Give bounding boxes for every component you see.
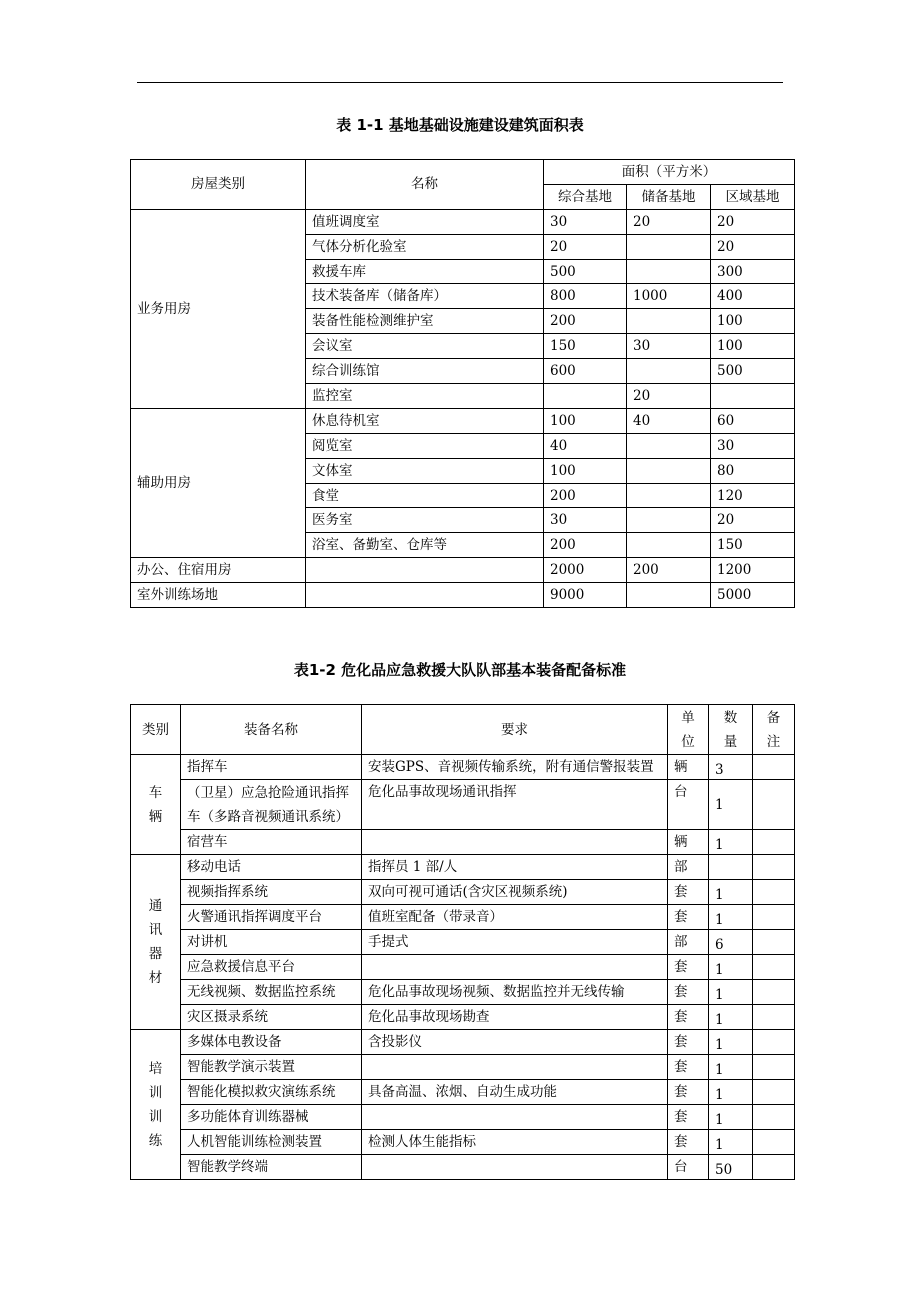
equipment-requirement: 危化品事故现场勘查: [362, 1005, 668, 1030]
equipment-quantity: 1: [709, 955, 753, 980]
equipment-unit: 套: [668, 980, 709, 1005]
equipment-requirement: 具备高温、浓烟、自动生成功能: [362, 1080, 668, 1105]
header-quantity: 数量: [709, 705, 753, 755]
equipment-name: 智能教学演示装置: [181, 1055, 362, 1080]
room-category: 辅助用房: [131, 408, 306, 557]
area-regional: 5000: [711, 583, 795, 608]
header-regional-base: 区域基地: [711, 184, 795, 209]
header-room-category: 房屋类别: [131, 160, 306, 210]
table2-header-row: [131, 705, 795, 755]
area-reserve: [627, 234, 711, 259]
equipment-requirement: 含投影仪: [362, 1030, 668, 1055]
room-name: 装备性能检测维护室: [306, 309, 544, 334]
equipment-unit: 套: [668, 1005, 709, 1030]
area-comprehensive: 100: [544, 408, 627, 433]
equipment-name: 智能化模拟救灾演练系统: [181, 1080, 362, 1105]
room-name: 值班调度室: [306, 209, 544, 234]
equipment-requirement: 指挥员 1 部/人: [362, 855, 668, 880]
room-name: 休息待机室: [306, 408, 544, 433]
table-row: [131, 1030, 795, 1055]
area-comprehensive: 600: [544, 359, 627, 384]
room-name: 会议室: [306, 334, 544, 359]
equipment-note: [753, 1080, 795, 1105]
area-comprehensive: 30: [544, 508, 627, 533]
equipment-name: 视频指挥系统: [181, 880, 362, 905]
equipment-requirement: 危化品事故现场视频、数据监控并无线传输: [362, 980, 668, 1005]
equipment-name: （卫星）应急抢险通讯指挥车（多路音视频通讯系统）: [181, 780, 362, 830]
equipment-unit: 套: [668, 1030, 709, 1055]
equipment-requirement: 双向可视可通话(含灾区视频系统): [362, 880, 668, 905]
equipment-name: 宿营车: [181, 830, 362, 855]
header-comprehensive-base: 综合基地: [544, 184, 627, 209]
header-rule: [137, 82, 783, 83]
equipment-requirement: 危化品事故现场通讯指挥: [362, 780, 668, 830]
room-name: 浴室、备勤室、仓库等: [306, 533, 544, 558]
area-reserve: [627, 433, 711, 458]
equipment-quantity: 1: [709, 880, 753, 905]
area-regional: 400: [711, 284, 795, 309]
table-row: [131, 955, 795, 980]
room-category: 室外训练场地: [131, 583, 306, 608]
room-name: 食堂: [306, 483, 544, 508]
area-regional: 500: [711, 359, 795, 384]
table-row: [131, 930, 795, 955]
equipment-note: [753, 1030, 795, 1055]
table-row: [131, 1055, 795, 1080]
equipment-name: 对讲机: [181, 930, 362, 955]
area-regional: 150: [711, 533, 795, 558]
header-requirement: 要求: [362, 705, 668, 755]
header-reserve-base: 储备基地: [627, 184, 711, 209]
equipment-note: [753, 905, 795, 930]
area-reserve: 200: [627, 558, 711, 583]
equipment-category: 车辆: [131, 755, 181, 855]
equipment-note: [753, 1055, 795, 1080]
equipment-unit: 部: [668, 855, 709, 880]
equipment-unit: 辆: [668, 755, 709, 780]
equipment-name: 多媒体电教设备: [181, 1030, 362, 1055]
equipment-requirement: [362, 1155, 668, 1180]
equipment-quantity: 1: [709, 830, 753, 855]
header-category: 类别: [131, 705, 181, 755]
area-reserve: [627, 359, 711, 384]
table1-header-row: [131, 160, 795, 185]
area-reserve: 20: [627, 384, 711, 409]
table-row: [131, 1080, 795, 1105]
table-row: [131, 980, 795, 1005]
equipment-unit: 套: [668, 905, 709, 930]
equipment-quantity: 1: [709, 980, 753, 1005]
area-comprehensive: 9000: [544, 583, 627, 608]
equipment-requirement: [362, 955, 668, 980]
equipment-quantity: 6: [709, 930, 753, 955]
equipment-note: [753, 755, 795, 780]
equipment-name: 灾区摄录系统: [181, 1005, 362, 1030]
equipment-requirement: 手提式: [362, 930, 668, 955]
area-regional: 20: [711, 209, 795, 234]
area-reserve: [627, 259, 711, 284]
equipment-note: [753, 880, 795, 905]
equipment-unit: 套: [668, 1080, 709, 1105]
equipment-note: [753, 780, 795, 830]
area-regional: 60: [711, 408, 795, 433]
area-regional: [711, 384, 795, 409]
area-comprehensive: [544, 384, 627, 409]
equipment-requirement: [362, 830, 668, 855]
table-row: [131, 755, 795, 780]
area-comprehensive: 200: [544, 309, 627, 334]
table-row: [131, 905, 795, 930]
equipment-unit: 辆: [668, 830, 709, 855]
equipment-quantity: [709, 855, 753, 880]
room-name: 综合训练馆: [306, 359, 544, 384]
equipment-quantity: 1: [709, 1055, 753, 1080]
equipment-unit: 台: [668, 780, 709, 830]
equipment-requirement: [362, 1055, 668, 1080]
room-name: 文体室: [306, 458, 544, 483]
equipment-note: [753, 1105, 795, 1130]
equipment-name: 指挥车: [181, 755, 362, 780]
area-regional: 30: [711, 433, 795, 458]
area-regional: 1200: [711, 558, 795, 583]
room-name: 气体分析化验室: [306, 234, 544, 259]
table-row: [131, 1105, 795, 1130]
equipment-requirement: 安装GPS、音视频传输系统，附有通信警报装置: [362, 755, 668, 780]
area-regional: 20: [711, 508, 795, 533]
area-comprehensive: 20: [544, 234, 627, 259]
equipment-note: [753, 930, 795, 955]
equipment-requirement: 值班室配备（带录音）: [362, 905, 668, 930]
area-reserve: [627, 533, 711, 558]
area-reserve: [627, 458, 711, 483]
room-name: 监控室: [306, 384, 544, 409]
equipment-name: 应急救援信息平台: [181, 955, 362, 980]
area-reserve: [627, 483, 711, 508]
equipment-requirement: [362, 1105, 668, 1130]
equipment-name: 智能教学终端: [181, 1155, 362, 1180]
table-row: [131, 780, 795, 830]
equipment-unit: 套: [668, 1105, 709, 1130]
table-row: [131, 830, 795, 855]
equipment-unit: 台: [668, 1155, 709, 1180]
equipment-note: [753, 980, 795, 1005]
area-regional: 100: [711, 309, 795, 334]
equipment-unit: 套: [668, 1055, 709, 1080]
equipment-standard-table: [130, 704, 795, 1180]
area-regional: 80: [711, 458, 795, 483]
area-comprehensive: 200: [544, 483, 627, 508]
area-comprehensive: 800: [544, 284, 627, 309]
area-reserve: 30: [627, 334, 711, 359]
header-room-name: 名称: [306, 160, 544, 210]
area-reserve: 20: [627, 209, 711, 234]
header-area: 面积（平方米）: [544, 160, 795, 185]
table2-caption: 表1-2 危化品应急救援大队队部基本装备配备标准: [293, 661, 627, 679]
equipment-quantity: 1: [709, 1105, 753, 1130]
equipment-unit: 套: [668, 880, 709, 905]
table-row: [131, 209, 795, 234]
equipment-name: 移动电话: [181, 855, 362, 880]
room-name: [306, 583, 544, 608]
building-area-table: [130, 159, 795, 608]
area-regional: 120: [711, 483, 795, 508]
area-regional: 100: [711, 334, 795, 359]
area-comprehensive: 100: [544, 458, 627, 483]
table-row: [131, 583, 795, 608]
room-name: 医务室: [306, 508, 544, 533]
room-name: 技术装备库（储备库）: [306, 284, 544, 309]
room-name: [306, 558, 544, 583]
equipment-category: 培训训练: [131, 1030, 181, 1180]
equipment-name: 无线视频、数据监控系统: [181, 980, 362, 1005]
equipment-category: 通讯器材: [131, 855, 181, 1030]
room-category: 办公、住宿用房: [131, 558, 306, 583]
equipment-requirement: 检测人体生能指标: [362, 1130, 668, 1155]
equipment-quantity: 3: [709, 755, 753, 780]
header-unit: 单位: [668, 705, 709, 755]
header-equipment-name: 装备名称: [181, 705, 362, 755]
equipment-name: 火警通讯指挥调度平台: [181, 905, 362, 930]
table-row: [131, 408, 795, 433]
area-regional: 20: [711, 234, 795, 259]
area-comprehensive: 200: [544, 533, 627, 558]
header-note: 备注: [753, 705, 795, 755]
equipment-note: [753, 1130, 795, 1155]
area-comprehensive: 500: [544, 259, 627, 284]
equipment-unit: 套: [668, 1130, 709, 1155]
equipment-quantity: 1: [709, 1005, 753, 1030]
equipment-note: [753, 955, 795, 980]
area-comprehensive: 40: [544, 433, 627, 458]
equipment-quantity: 50: [709, 1155, 753, 1180]
table1-caption: 表 1-1 基地基础设施建设建筑面积表: [336, 116, 584, 134]
room-name: 救援车库: [306, 259, 544, 284]
table-row: [131, 1130, 795, 1155]
equipment-unit: 套: [668, 955, 709, 980]
equipment-note: [753, 1155, 795, 1180]
equipment-quantity: 1: [709, 780, 753, 830]
table-row: [131, 1155, 795, 1180]
equipment-quantity: 1: [709, 905, 753, 930]
table-row: [131, 558, 795, 583]
area-reserve: [627, 583, 711, 608]
equipment-quantity: 1: [709, 1080, 753, 1105]
equipment-quantity: 1: [709, 1130, 753, 1155]
equipment-name: 多功能体育训练器械: [181, 1105, 362, 1130]
area-reserve: [627, 508, 711, 533]
area-reserve: 40: [627, 408, 711, 433]
equipment-note: [753, 830, 795, 855]
area-reserve: 1000: [627, 284, 711, 309]
table-row: [131, 880, 795, 905]
area-comprehensive: 30: [544, 209, 627, 234]
table-row: [131, 1005, 795, 1030]
area-reserve: [627, 309, 711, 334]
room-name: 阅览室: [306, 433, 544, 458]
table-row: [131, 855, 795, 880]
equipment-note: [753, 1005, 795, 1030]
equipment-note: [753, 855, 795, 880]
equipment-quantity: 1: [709, 1030, 753, 1055]
area-comprehensive: 150: [544, 334, 627, 359]
equipment-name: 人机智能训练检测装置: [181, 1130, 362, 1155]
equipment-unit: 部: [668, 930, 709, 955]
room-category: 业务用房: [131, 209, 306, 408]
area-regional: 300: [711, 259, 795, 284]
area-comprehensive: 2000: [544, 558, 627, 583]
